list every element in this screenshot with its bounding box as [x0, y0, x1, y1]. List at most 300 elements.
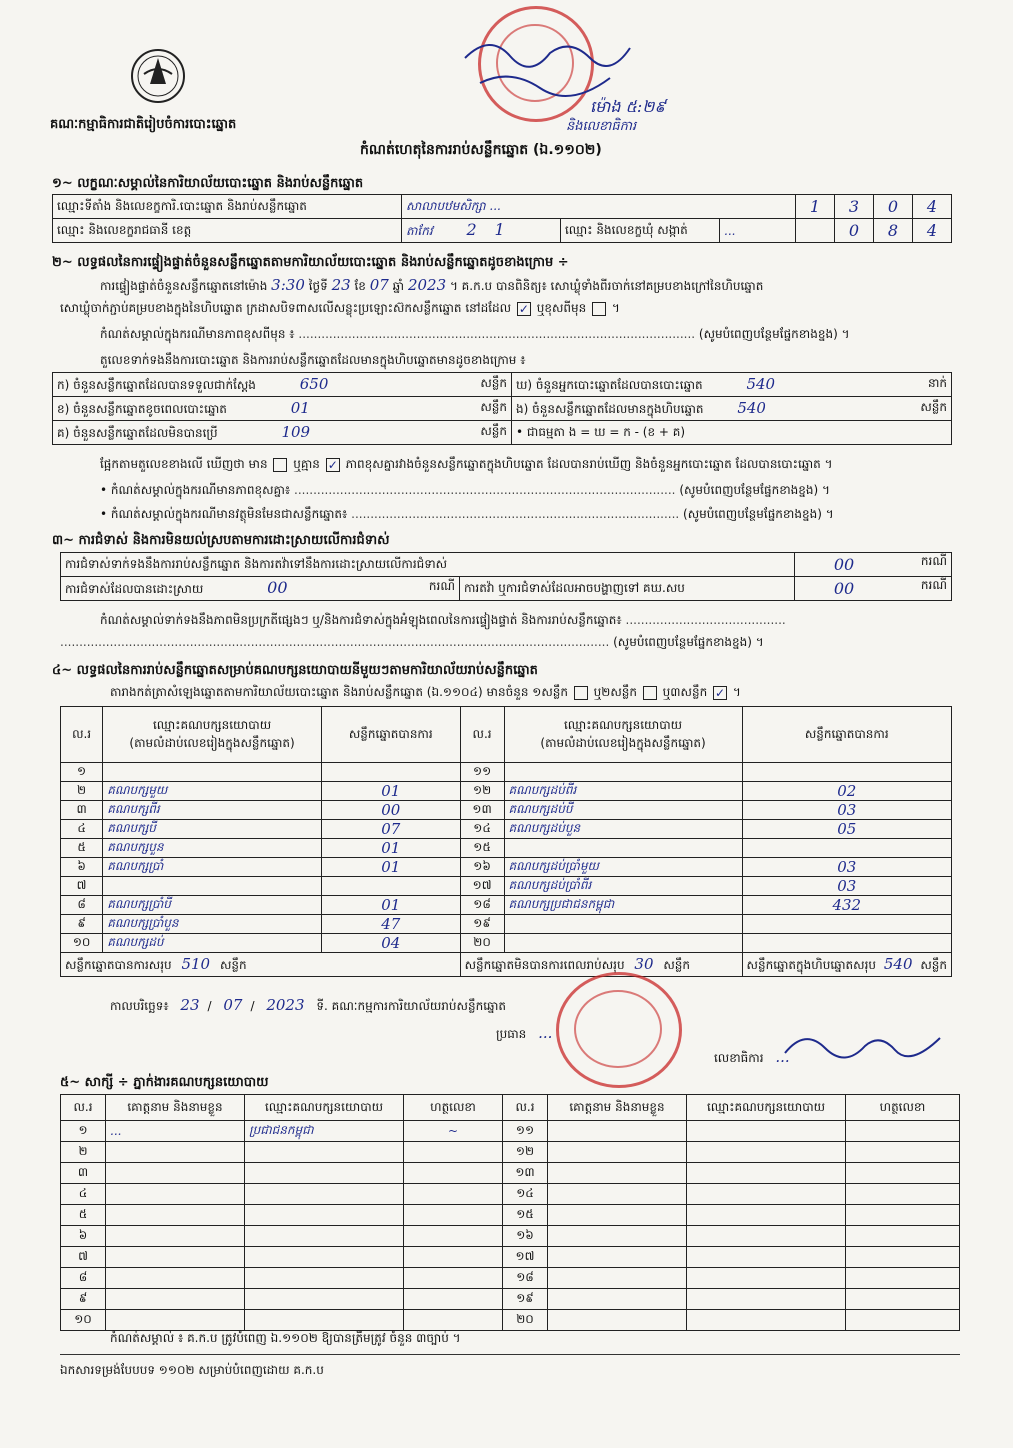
s1-r1-digit-1: 1	[796, 195, 835, 219]
s5-cell	[404, 1184, 503, 1205]
s5-right-no: ២០	[503, 1310, 548, 1331]
s5-cell	[404, 1142, 503, 1163]
s3-note-line2-dots: ................................................................................................................................................	[60, 635, 610, 649]
s2-row-c-unit: សន្លឹក	[480, 423, 507, 438]
s2-line2-opt2: ឬខុសពីមុន	[536, 301, 587, 315]
s4-col-party-right	[504, 707, 742, 763]
s5-row	[61, 1268, 960, 1289]
section4-title: ៤~ លទ្ធផលនៃការរាប់សន្លឹកឆ្នោតសម្រាប់គណបក្សនយោបាយនីមួយៗតាមការិយាល័យរាប់សន្លឹកឆ្នោត	[52, 663, 538, 678]
s4-chair-line	[496, 1024, 552, 1044]
s4-left-votes: 01	[321, 782, 460, 801]
s5-cell	[106, 1184, 245, 1205]
s1-r2-province-digit-1: 2	[466, 220, 477, 239]
s2-line1e: ។ គ.ក.ប បានពិនិត្យ៖ សោឃ្លុំទាំងពីរចាក់នៅគម្របខាងក្រៅនៃហិបឆ្នោត	[449, 279, 764, 293]
s5-row	[61, 1121, 960, 1142]
s1-r2-digit-blank	[796, 219, 835, 243]
s2-row-a	[53, 373, 512, 397]
s2-row-c-label: គ) ចំនួនសន្លឹកឆ្នោតដែលមិនបានប្រើ	[57, 425, 218, 440]
s5-cell	[687, 1268, 846, 1289]
s2-row-d	[512, 373, 952, 397]
s5-cell	[687, 1289, 846, 1310]
s5-left-no: ៣	[61, 1163, 106, 1184]
s2-line3-dots: ........................................................................................................	[298, 327, 696, 341]
s4-left-name: គណបក្សប្រាំ	[103, 858, 322, 877]
section2-title: ២~ លទ្ធផលនៃការផ្ទៀងផ្ទាត់ចំនួនសន្លឹកឆ្នោតតាមការិយាល័យបោះឆ្នោត និងរាប់សន្លឹកឆ្នោតដូចខាងក្រោម ÷	[52, 255, 569, 270]
s2-line1a: ការផ្ទៀងផ្ទាត់ចំនួនសន្លឹកឆ្នោតនៅម៉ោង	[100, 279, 268, 293]
footer-divider	[60, 1354, 960, 1355]
s5-left-no: ៦	[61, 1226, 106, 1247]
s5-right-no: ១៣	[503, 1163, 548, 1184]
s2-line6	[100, 482, 950, 500]
s2-fill-note-1: (សូមបំពេញបន្ថែមផ្នែកខាងខ្នង) ។	[698, 327, 850, 341]
s4-right-no: ១៤	[460, 820, 504, 839]
s1-r1-digit-4: 4	[913, 195, 952, 219]
s4-right-no: ២០	[460, 934, 504, 953]
s5-col-party-left: ឈ្មោះគណបក្សនយោបាយ	[245, 1095, 404, 1121]
s5-cell	[687, 1163, 846, 1184]
s4-two-sheet-checkbox[interactable]	[643, 686, 657, 700]
s2-row-e-label: ង) ចំនួនសន្លឹកឆ្នោតដែលមានក្នុងហិបឆ្នោត	[516, 401, 704, 416]
s4-col-no-right: ល.រ	[460, 707, 504, 763]
section1-table	[52, 194, 952, 243]
s4-left-no: ៤	[61, 820, 103, 839]
s4-right-name: គណបក្សដប់ប្រាំពីរ	[504, 877, 742, 896]
s5-cell	[404, 1226, 503, 1247]
s5-cell	[106, 1247, 245, 1268]
s4-left-votes: 04	[321, 934, 460, 953]
section5-title: ៥~ សាក្សី ÷ ភ្នាក់ងារគណបក្សនយោបាយ	[60, 1075, 269, 1090]
s5-cell	[846, 1142, 960, 1163]
s4-right-name	[504, 839, 742, 858]
s5-cell	[404, 1268, 503, 1289]
s5-cell	[245, 1184, 404, 1205]
s5-left-no: ១០	[61, 1310, 106, 1331]
s4-results-body	[61, 763, 952, 977]
s4-total2-value: 30	[634, 954, 654, 973]
s4-right-votes: 05	[742, 820, 951, 839]
s1-r1-label: ឈ្មោះទីតាំង និងលេខក្ខការិ.បោះឆ្នោត និងរាប់សន្លឹកឆ្នោត	[53, 195, 402, 219]
s2-row-b-label: ខ) ចំនួនសន្លឹកឆ្នោតខូចពេលបោះឆ្នោត	[57, 401, 227, 416]
s2-row-e-value: 540	[737, 398, 766, 417]
s4-date-month: 07	[223, 996, 243, 1014]
s5-cell	[106, 1310, 245, 1331]
s5-cell	[548, 1247, 687, 1268]
s4-left-votes: 07	[321, 820, 460, 839]
s4-col-votes-right: សន្លឹកឆ្នោតបានការ	[742, 707, 951, 763]
s5-right-no: ១៤	[503, 1184, 548, 1205]
s4-left-votes: 00	[321, 801, 460, 820]
s4-right-no: ១៦	[460, 858, 504, 877]
s4-left-votes: 01	[321, 896, 460, 915]
s1-r1-digit-3: 0	[874, 195, 913, 219]
s4-right-no: ១៣	[460, 801, 504, 820]
s5-cell	[687, 1121, 846, 1142]
s4-row	[61, 782, 952, 801]
s3-r2-label2: ការតវ៉ា ឬការជំទាស់ដែលអាចបង្ហាញទៅ គឃ.សប	[460, 577, 795, 601]
s5-cell	[846, 1289, 960, 1310]
s5-cell	[687, 1184, 846, 1205]
s4-right-votes	[742, 934, 951, 953]
s3-r2-label-text: ការជំទាស់ដែលបានដោះស្រាយ	[65, 582, 204, 596]
s4-right-no: ១៨	[460, 896, 504, 915]
s5-cell	[548, 1205, 687, 1226]
s5-cell	[548, 1121, 687, 1142]
s2-row-formula: • ជាធម្មតា ង = ឃ = ក - (ខ + គ)	[512, 421, 952, 445]
s4-row	[61, 839, 952, 858]
s5-cell	[548, 1310, 687, 1331]
s5-cell	[846, 1247, 960, 1268]
s4-three-sheet-checkbox[interactable]: ✓	[715, 685, 726, 700]
s2-changed-checkbox[interactable]	[592, 302, 606, 316]
s4-chair-value: ...	[538, 1024, 553, 1042]
s1-r1-digit-2: 3	[835, 195, 874, 219]
s5-cell	[245, 1142, 404, 1163]
s5-footnote: កំណត់សម្គាល់ ៖ គ.ក.ប ត្រូវបំពេញ ឯ.១១០២ ឱ្យបានត្រឹមត្រូវ ចំនួន ៣ច្បាប់ ។	[110, 1331, 461, 1345]
s4-right-no: ១៧	[460, 877, 504, 896]
s4-row	[61, 801, 952, 820]
s2-unchanged-checkbox[interactable]: ✓	[518, 301, 529, 316]
s5-cell	[548, 1142, 687, 1163]
s4-right-name	[504, 915, 742, 934]
s2-row-d-unit: នាក់	[927, 375, 947, 390]
s5-row	[61, 1142, 960, 1163]
s4-total3-value: 540	[883, 954, 913, 973]
s5-cell	[245, 1205, 404, 1226]
official-stamp-bottom-inner	[574, 990, 662, 1068]
s4-left-name	[103, 763, 322, 782]
s4-left-name: គណបក្សបួន	[103, 839, 322, 858]
s5-left-no: ៧	[61, 1247, 106, 1268]
s3-note-text: កំណត់សម្គាល់ទាក់ទងនឹងភាពមិនប្រក្រតីផ្សេងៗ ឬ/និងការជំទាស់ក្នុងអំឡុងពេលនៃការផ្ទៀងផ្ទាត់ និងការរាប់សន្លឹកឆ្នោត៖	[100, 613, 622, 627]
s4-right-name	[504, 934, 742, 953]
s2-line5b: ឬគ្មាន	[293, 457, 320, 471]
s5-cell	[548, 1268, 687, 1289]
s2-row-a-unit: សន្លឹក	[480, 375, 507, 390]
s5-cell	[404, 1205, 503, 1226]
s4-left-name: គណបក្សមួយ	[103, 782, 322, 801]
s4-total1-value: 510	[181, 954, 211, 973]
s4-results-table	[60, 706, 952, 977]
s2-line3-text: កំណត់សម្គាល់ក្នុងករណីមានភាពខុសពីមុន ៖	[100, 327, 295, 341]
s4-col-party-left-title: ឈ្មោះគណបក្សនយោបាយ	[153, 717, 272, 732]
s4-left-no: ៨	[61, 896, 103, 915]
s2-row-b-value: 01	[290, 398, 310, 417]
s4-row	[61, 820, 952, 839]
s4-col-party-right-sub: (តាមលំដាប់លេខរៀងក្នុងសន្លឹកឆ្នោត)	[540, 735, 706, 750]
s2-no-diff-checkbox[interactable]: ✓	[327, 457, 338, 472]
s3-r2-unit: ករណី	[428, 579, 455, 593]
s5-cell	[106, 1163, 245, 1184]
s4-right-no: ១៥	[460, 839, 504, 858]
s4-sub: តារាងកត់ត្រាសំឡេងឆ្នោតតាមការិយាល័យបោះឆ្នោត និងរាប់សន្លឹកឆ្នោត (ឯ.១១០៤) មានចំនួន ១សន្លឹក ឬ២សន្លឹក ឬ៣សន្លឹក ✓ ។	[110, 685, 741, 700]
s2-line1c: ខែ	[354, 279, 366, 293]
s5-cell	[548, 1226, 687, 1247]
s5-cell	[548, 1163, 687, 1184]
s5-cell	[846, 1205, 960, 1226]
s1-r2-province-digit-2: 1	[494, 220, 505, 239]
s5-col-no-left: ល.រ	[61, 1095, 106, 1121]
s5-right-no: ១៨	[503, 1268, 548, 1289]
s5-cell	[548, 1289, 687, 1310]
s4-sub-text: តារាងកត់ត្រាសំឡេងឆ្នោតតាមការិយាល័យបោះឆ្នោត និងរាប់សន្លឹកឆ្នោត (ឯ.១១០៤) មានចំនួន ១សន្លឹក	[110, 685, 568, 699]
s4-row	[61, 934, 952, 953]
s5-col-sign-left: ហត្ថលេខា	[404, 1095, 503, 1121]
s4-chair-label: ប្រធាន	[496, 1027, 527, 1041]
s5-cell	[245, 1268, 404, 1289]
s5-row	[61, 1310, 960, 1331]
s4-sub-opt3: ឬ៣សន្លឹក	[662, 685, 708, 699]
s5-cell	[846, 1163, 960, 1184]
s1-r2-value2: ...	[720, 219, 796, 243]
form-title: កំណត់ហេតុនៃការរាប់សន្លឹកឆ្នោត (ឯ.១១០២)	[360, 142, 602, 158]
s4-col-no-left: ល.រ	[61, 707, 103, 763]
s4-row	[61, 915, 952, 934]
s5-cell	[846, 1121, 960, 1142]
s5-cell	[846, 1268, 960, 1289]
s5-cell	[687, 1226, 846, 1247]
s2-line5	[100, 456, 833, 474]
nec-logo	[128, 44, 188, 104]
s1-r2-digit-3: 4	[913, 219, 952, 243]
s2-row-b	[53, 397, 512, 421]
s5-cell	[687, 1247, 846, 1268]
s4-secretary-line	[714, 1048, 790, 1068]
s5-cell	[548, 1184, 687, 1205]
s4-left-votes: 01	[321, 858, 460, 877]
s2-line7-dots: ......................................................................................	[351, 507, 680, 521]
s5-cell	[106, 1205, 245, 1226]
s4-total1-unit: សន្លឹក	[219, 957, 247, 972]
s2-line2: សោឃ្លុំចាក់ភ្ជាប់គម្របខាងក្នុងនៃហិបឆ្នោត ក្រដាសបិទពាសលើសន្លុះប្រឡោះស៊កសន្លឹកឆ្នោត នៅដដែល ✓ ឬខុសពីមុន ។	[60, 301, 620, 316]
s2-row-d-label: ឃ) ចំនួនអ្នកបោះឆ្នោតដែលបានបោះឆ្នោត	[516, 377, 703, 392]
s4-total3-cell	[742, 953, 951, 977]
s2-line1b: ថ្ងៃទី	[308, 279, 328, 293]
s5-col-name-left: គោត្តនាម និងនាមខ្លួន	[106, 1095, 245, 1121]
s4-date-year: 2023	[266, 996, 305, 1014]
s4-right-no: ១១	[460, 763, 504, 782]
s4-left-votes: 47	[321, 915, 460, 934]
s1-r2-label: ឈ្មោះ និងលេខក្ខរាជធានី ខេត្ត	[53, 219, 402, 243]
s2-line3	[100, 326, 950, 344]
s1-r2-value	[402, 219, 561, 243]
s2-line1	[100, 276, 763, 296]
s4-right-no: ១២	[460, 782, 504, 801]
s5-row	[61, 1247, 960, 1268]
s2-line6-text: • កំណត់សម្គាល់ក្នុងករណីមានភាពខុសគ្នា៖	[100, 483, 291, 497]
s3-r2-value2: 00	[795, 577, 894, 601]
s2-line7	[100, 506, 950, 524]
section1-title: ១~ លក្ខណៈសម្គាល់នៃការិយាល័យបោះឆ្នោត និងរាប់សន្លឹកឆ្នោត	[52, 176, 364, 191]
s4-row	[61, 877, 952, 896]
s4-left-no: ៩	[61, 915, 103, 934]
s4-col-party-left	[103, 707, 322, 763]
s5-cell	[687, 1205, 846, 1226]
s4-left-no: ១	[61, 763, 103, 782]
s5-cell	[245, 1289, 404, 1310]
s4-total2-cell	[460, 953, 742, 977]
s4-date-tail: ទី. គណៈកម្មការការិយាល័យរាប់សន្លឹកឆ្នោត	[316, 999, 507, 1013]
s4-sub-opt2: ឬ២សន្លឹក	[593, 685, 638, 699]
s5-witness-name: ...	[106, 1121, 245, 1142]
s5-cell	[245, 1310, 404, 1331]
s3-r1-value: 00	[795, 553, 894, 577]
s1-r2-digit-1: 0	[835, 219, 874, 243]
s5-left-no: ១	[61, 1121, 106, 1142]
s5-witness-signature: ~	[404, 1121, 503, 1142]
s1-r2-province: តាកែវ	[406, 224, 433, 238]
s5-col-no-right: ល.រ	[503, 1095, 548, 1121]
s5-cell	[846, 1184, 960, 1205]
s5-col-name-right: គោត្តនាម និងនាមខ្លួន	[548, 1095, 687, 1121]
secretary-signature	[780, 1018, 950, 1068]
s2-month: 07	[369, 276, 389, 294]
s4-total1-label: សន្លឹកឆ្នោតបានការសរុប	[65, 957, 172, 972]
s5-right-no: ១១	[503, 1121, 548, 1142]
s5-right-no: ១៦	[503, 1226, 548, 1247]
stamp-time-note: ម៉ោង ៥:២៩	[590, 97, 666, 116]
s3-fill-note: (សូមបំពេញបន្ថែមផ្នែកខាងខ្នង) ។	[613, 635, 764, 649]
s4-totals-row	[61, 953, 952, 977]
s5-cell	[106, 1142, 245, 1163]
s2-has-diff-checkbox[interactable]	[273, 458, 287, 472]
s2-line5a: ផ្អែកតាមតួលេខខាងលើ ឃើញថា មាន	[100, 457, 268, 471]
s4-date-line: កាលបរិច្ឆេទ៖ 23 / 07 / 2023 ទី. គណៈកម្មការការិយាល័យរាប់សន្លឹកឆ្នោត	[110, 996, 507, 1014]
s4-row	[61, 896, 952, 915]
s2-line1d: ឆ្នាំ	[392, 279, 405, 293]
s5-row	[61, 1289, 960, 1310]
s4-left-name	[103, 877, 322, 896]
s5-right-no: ១៧	[503, 1247, 548, 1268]
s4-left-name: គណបក្សពីរ	[103, 801, 322, 820]
s5-cell	[106, 1226, 245, 1247]
s4-left-no: ១០	[61, 934, 103, 953]
s5-cell	[687, 1310, 846, 1331]
s4-total1-cell	[61, 953, 461, 977]
s5-cell	[245, 1247, 404, 1268]
s5-cell	[404, 1310, 503, 1331]
s4-col-party-left-sub: (តាមលំដាប់លេខរៀងក្នុងសន្លឹកឆ្នោត)	[129, 735, 295, 750]
s4-right-name: គណបក្សដប់ប្រាំមួយ	[504, 858, 742, 877]
s3-table	[60, 552, 952, 601]
s2-counts-table	[52, 372, 952, 445]
s4-right-name: គណបក្សប្រជាជនកម្ពុជា	[504, 896, 742, 915]
s2-row-b-unit: សន្លឹក	[480, 399, 507, 414]
s4-total2-unit: សន្លឹក	[663, 957, 691, 972]
s1-r2-digit-2: 8	[874, 219, 913, 243]
s4-right-votes	[742, 915, 951, 934]
s4-left-votes	[321, 877, 460, 896]
s5-left-no: ៥	[61, 1205, 106, 1226]
s4-one-sheet-checkbox[interactable]	[574, 686, 588, 700]
s4-left-name: គណបក្សប្រាំបី	[103, 896, 322, 915]
s4-col-votes-left: សន្លឹកឆ្នោតបានការ	[321, 707, 460, 763]
s4-secretary-label: លេខាធិការ	[714, 1051, 764, 1065]
s5-left-no: ៨	[61, 1268, 106, 1289]
s2-time: 3:30	[271, 276, 305, 294]
s2-line7-text: • កំណត់សម្គាល់ក្នុងករណីមានវត្ថុមិនមែនជាសន្លឹកឆ្នោត៖	[100, 507, 348, 521]
s5-left-no: ២	[61, 1142, 106, 1163]
s4-left-no: ៦	[61, 858, 103, 877]
s5-footer: ឯកសារទម្រង់បែបបទ ១១០២ សម្រាប់បំពេញដោយ គ.ក.ប	[60, 1363, 324, 1377]
s5-row	[61, 1205, 960, 1226]
s5-cell	[404, 1247, 503, 1268]
stamp-sub-note: និងលេខាធិការ	[566, 119, 637, 134]
s5-col-sign-right: ហត្ថលេខា	[846, 1095, 960, 1121]
s2-year: 2023	[407, 276, 447, 294]
s2-line5c: ភាពខុសគ្នារវាងចំនួនសន្លឹកឆ្នោតក្នុងហិបឆ្នោត ដែលបានរាប់ឃើញ និងចំនួនអ្នកបោះឆ្នោត ដែលបានបោះឆ្នោត ។	[345, 457, 833, 471]
s1-r2-label2: ឈ្មោះ និងលេខក្ខឃុំ សង្កាត់	[561, 219, 720, 243]
s2-fill-note-2: (សូមបំពេញបន្ថែមផ្នែកខាងខ្នង) ។	[679, 483, 830, 497]
s3-r1-label: ការជំទាស់ទាក់ទងនឹងការរាប់សន្លឹកឆ្នោត និងការតវ៉ាទៅនឹងការដោះស្រាយលើការជំទាស់	[61, 553, 795, 577]
s2-row-a-label: ក) ចំនួនសន្លឹកឆ្នោតដែលបានទទួលជាក់ស្តែង	[57, 377, 256, 392]
s4-row	[61, 858, 952, 877]
s4-right-votes: 02	[742, 782, 951, 801]
s2-line2-text: សោឃ្លុំចាក់ភ្ជាប់គម្របខាងក្នុងនៃហិបឆ្នោត ក្រដាសបិទពាសលើសន្លុះប្រឡោះស៊កសន្លឹកឆ្នោត នៅដដែល	[60, 301, 512, 315]
s3-note	[100, 612, 950, 630]
s1-r1-value: សាលាបឋមសិក្សា ...	[402, 195, 796, 219]
s4-left-votes: 01	[321, 839, 460, 858]
s5-row	[61, 1163, 960, 1184]
s5-cell	[687, 1142, 846, 1163]
s2-row-d-value: 540	[746, 374, 776, 393]
s5-right-no: ១៩	[503, 1289, 548, 1310]
s5-right-no: ១២	[503, 1142, 548, 1163]
s2-row-a-value: 650	[299, 374, 329, 393]
s4-right-votes	[742, 839, 951, 858]
s3-note-dots: ..........................................	[625, 613, 786, 627]
s4-right-votes: 432	[742, 896, 951, 915]
s4-left-votes	[321, 763, 460, 782]
s4-total3-unit: សន្លឹក	[920, 957, 947, 972]
s5-right-no: ១៥	[503, 1205, 548, 1226]
s4-right-name: គណបក្សដប់ពីរ	[504, 782, 742, 801]
s4-row	[61, 763, 952, 782]
s4-left-no: ៣	[61, 801, 103, 820]
s2-row-c	[53, 421, 512, 445]
s3-note-line2	[60, 634, 950, 652]
org-name: គណៈកម្មាធិការជាតិរៀបចំការបោះឆ្នោត	[50, 117, 237, 132]
s5-row	[61, 1226, 960, 1247]
s5-cell	[245, 1226, 404, 1247]
s5-cell	[245, 1163, 404, 1184]
s4-right-votes: 03	[742, 877, 951, 896]
s2-day: 23	[331, 276, 351, 294]
s4-right-votes: 03	[742, 801, 951, 820]
s2-row-c-value: 109	[281, 422, 311, 441]
s5-witness-party: ប្រជាជនកម្ពុជា	[245, 1121, 404, 1142]
s4-right-name: គណបក្សដប់បួន	[504, 820, 742, 839]
s2-line6-dots: ....................................................................................................	[294, 483, 676, 497]
s3-r2-label	[61, 577, 460, 601]
s2-row-e-unit: សន្លឹក	[920, 399, 947, 414]
s5-witness-table	[60, 1094, 960, 1331]
s2-row-e	[512, 397, 952, 421]
s2-fill-note-3: (សូមបំពេញបន្ថែមផ្នែកខាងខ្នង) ។	[683, 507, 834, 521]
s4-left-name: គណបក្សដប់	[103, 934, 322, 953]
s5-cell	[106, 1289, 245, 1310]
s4-left-name: គណបក្សប្រាំបួន	[103, 915, 322, 934]
s5-left-no: ៩	[61, 1289, 106, 1310]
s5-col-party-right: ឈ្មោះគណបក្សនយោបាយ	[687, 1095, 846, 1121]
s4-secretary-value: ...	[775, 1048, 790, 1066]
s4-left-no: ២	[61, 782, 103, 801]
s3-r1-unit: ករណី	[893, 553, 952, 577]
s2-line4: តួលេខទាក់ទងនឹងការបោះឆ្នោត និងការរាប់សន្លឹកឆ្នោតដែលមានក្នុងហិបឆ្នោតមានដូចខាងក្រោម ៖	[100, 353, 526, 367]
s5-cell	[106, 1268, 245, 1289]
s4-total3-label: សន្លឹកឆ្នោតក្នុងហិបឆ្នោតសរុប	[746, 957, 877, 972]
s5-cell	[404, 1163, 503, 1184]
s5-row	[61, 1184, 960, 1205]
